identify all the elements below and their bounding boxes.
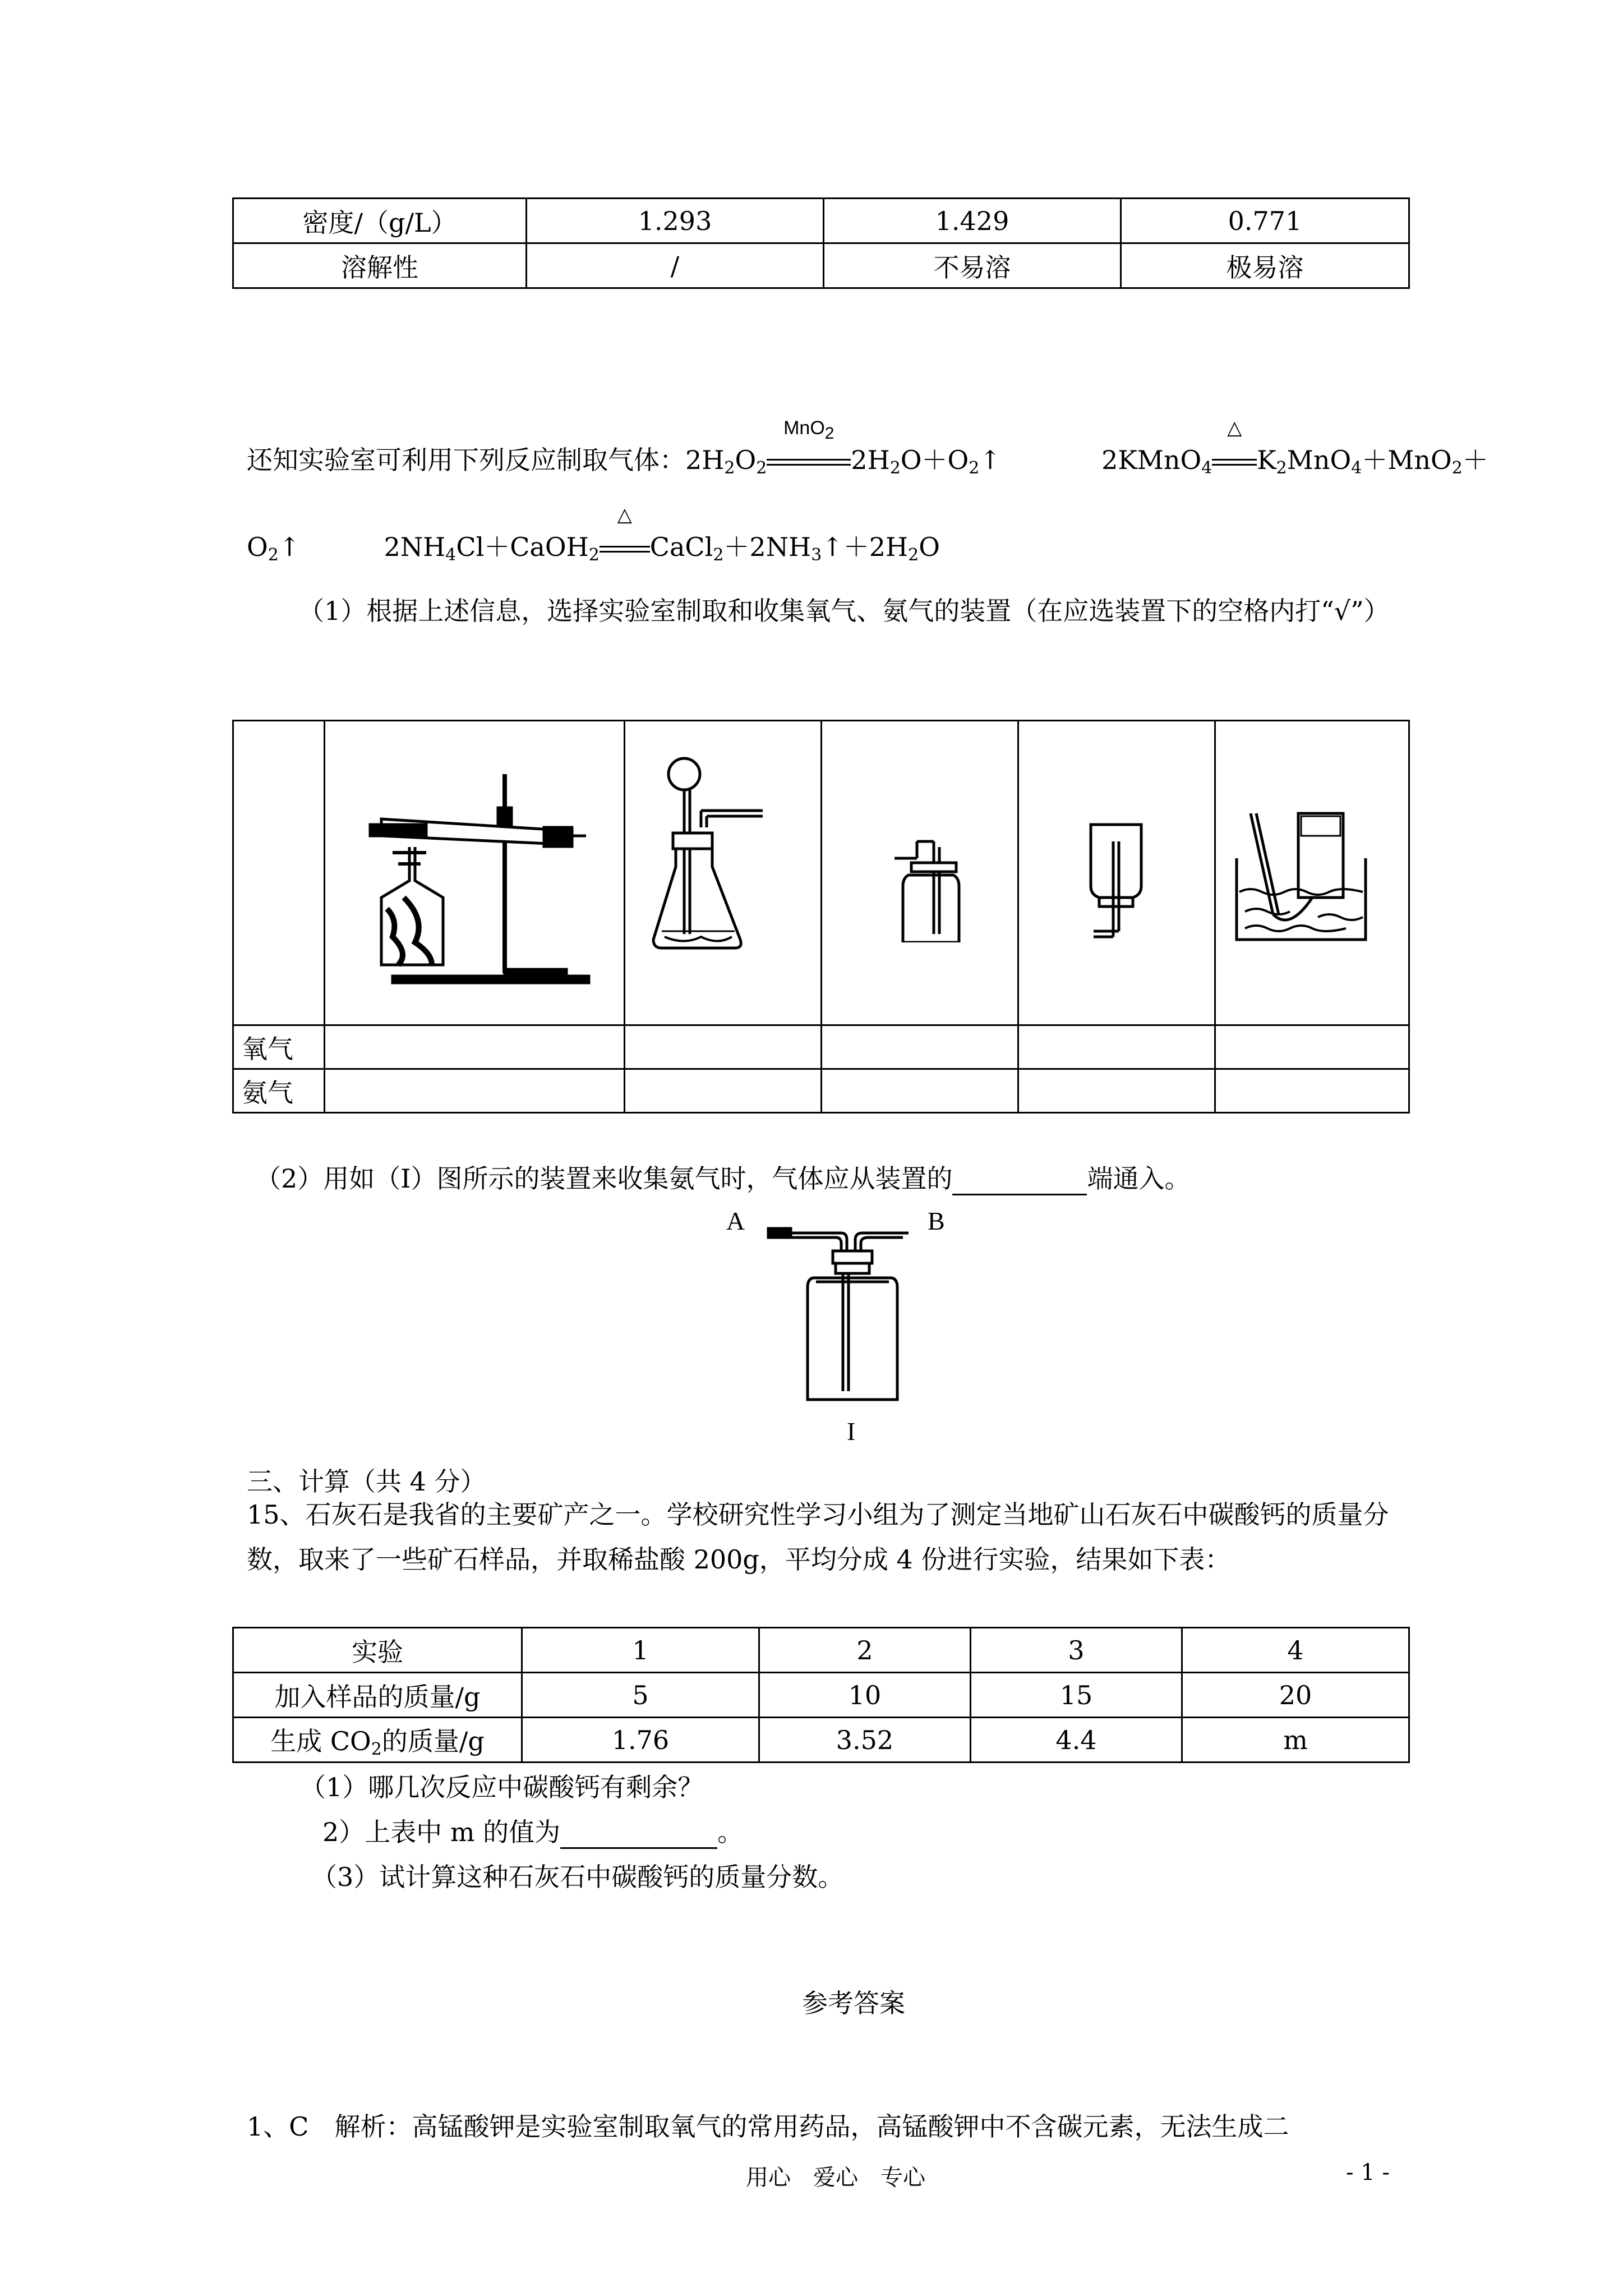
density-label: 密度/（g/L） (233, 199, 527, 243)
co2-mass-1: 1.76 (522, 1718, 759, 1763)
sub-question-1: （1）哪几次反应中碳酸钙有剩余？ (300, 1772, 704, 1802)
results-header-label: 实验 (233, 1628, 522, 1673)
answer-blank-m[interactable] (560, 1817, 717, 1849)
check-oxygen-1[interactable] (325, 1025, 625, 1069)
solubility-ammonia: 极易溶 (1121, 243, 1409, 288)
results-header-3: 3 (971, 1628, 1182, 1673)
reaction-2: 2KMnO$_4$ △ $K_2MnO_4+MnO_2+$ (1101, 417, 1488, 478)
results-table (232, 1627, 1410, 1763)
page-number: - 1 - (1346, 2160, 1390, 2185)
sample-mass-4: 20 (1182, 1673, 1409, 1718)
check-ammonia-2[interactable] (625, 1069, 822, 1113)
density-air: 1.293 (527, 199, 824, 243)
density-oxygen: 1.429 (824, 199, 1121, 243)
catalyst-label: MnO (783, 417, 825, 439)
problem-15: 15、石灰石是我省的主要矿产之一。学校研究性学习小组为了测定当地矿山石灰石中碳酸钙的质量分数，取来了一些矿石样品，并取稀盐酸 200g，平均分成 4 份进行实验，结果如下表： (247, 1499, 1389, 1575)
reaction-1: $2H_2O_2$ MnO2 $2H_2O+O_2↑$ (685, 417, 1001, 478)
question-1: （1）根据上述信息，选择实验室制取和收集氧气、氨气的装置（在应选装置下的空格内打“√”） (298, 596, 1390, 626)
sub-question-2 (322, 1812, 743, 1849)
check-ammonia-4[interactable] (1018, 1069, 1215, 1113)
water-displacement-icon (1234, 802, 1368, 948)
label-a: A (726, 1207, 745, 1235)
sub-question-2-text: 2）上表中 m 的值为 (322, 1817, 561, 1847)
co2-label-pre: 生成 CO (270, 1726, 371, 1756)
sub-question-3: （3）试计算这种石灰石中碳酸钙的质量分数。 (311, 1862, 844, 1892)
row-label-oxygen: 氧气 (233, 1025, 325, 1069)
sample-mass-1: 5 (522, 1673, 759, 1718)
apparatus-corner (233, 721, 325, 1025)
co2-mass-label (233, 1718, 522, 1763)
check-ammonia-1[interactable] (325, 1069, 625, 1113)
co2-label-sub: 2 (371, 1739, 382, 1759)
density-ammonia: 0.771 (1121, 199, 1409, 243)
gas-bottle-icon (763, 1217, 909, 1408)
sub-question-2-tail: 。 (717, 1817, 744, 1847)
results-header-2: 2 (759, 1628, 971, 1673)
upward-air-collection-icon (892, 830, 965, 942)
reaction-line-2: $O_2↑$ $2NH_4Cl+CaOH_2$ △ $CaCl_2+2NH_3↑+2H_2O$ (247, 504, 940, 565)
co2-mass-3: 4.4 (971, 1718, 1182, 1763)
section-3-heading: 三、计算（共 4 分） (247, 1466, 486, 1497)
heat-condition-1: △ (1227, 417, 1242, 439)
question-2-text: （2）用如（I）图所示的装置来收集氨气时，气体应从装置的 (255, 1163, 953, 1194)
sample-mass-3: 15 (971, 1673, 1182, 1718)
reaction-line-1 (247, 417, 1488, 485)
heat-condition-2: △ (617, 504, 632, 526)
density-table (232, 197, 1410, 289)
downward-air-collection-icon (1082, 819, 1150, 948)
solubility-air: / (527, 243, 824, 288)
co2-label-post: 的质量/g (381, 1726, 485, 1756)
check-ammonia-3[interactable] (822, 1069, 1018, 1113)
flask-apparatus-icon (651, 754, 774, 956)
co2-mass-4: m (1182, 1718, 1409, 1763)
check-oxygen-4[interactable] (1018, 1025, 1215, 1069)
label-i: I (847, 1417, 856, 1446)
check-oxygen-3[interactable] (822, 1025, 1018, 1069)
question-2-tail: 端通入。 (1087, 1163, 1191, 1194)
solubility-oxygen: 不易溶 (824, 243, 1121, 288)
reaction-3: $2NH_4Cl+CaOH_2$ △ $CaCl_2+2NH_3↑+2H_2O$ (384, 504, 940, 565)
answer-blank-end[interactable] (952, 1163, 1087, 1195)
row-label-ammonia: 氨气 (233, 1069, 325, 1113)
question-2 (255, 1158, 1190, 1195)
label-b: B (928, 1207, 945, 1235)
check-oxygen-5[interactable] (1215, 1025, 1409, 1069)
sample-mass-2: 10 (759, 1673, 971, 1718)
check-oxygen-2[interactable] (625, 1025, 822, 1069)
catalyst-sub: 2 (824, 424, 834, 443)
footer-motto: 用心 爱心 专心 (746, 2165, 925, 2191)
answer-1: 1、C 解析：高锰酸钾是实验室制取氧气的常用药品，高锰酸钾中不含碳元素，无法生成二 (247, 2111, 1289, 2142)
sample-mass-label: 加入样品的质量/g (233, 1673, 522, 1718)
heating-apparatus-icon (359, 752, 594, 987)
co2-mass-2: 3.52 (759, 1718, 971, 1763)
results-header-1: 1 (522, 1628, 759, 1673)
answers-heading: 参考答案 (802, 1988, 905, 2018)
reactions-intro: 还知实验室可利用下列反应制取气体： (247, 445, 685, 475)
results-header-4: 4 (1182, 1628, 1409, 1673)
check-ammonia-5[interactable] (1215, 1069, 1409, 1113)
solubility-label: 溶解性 (233, 243, 527, 288)
